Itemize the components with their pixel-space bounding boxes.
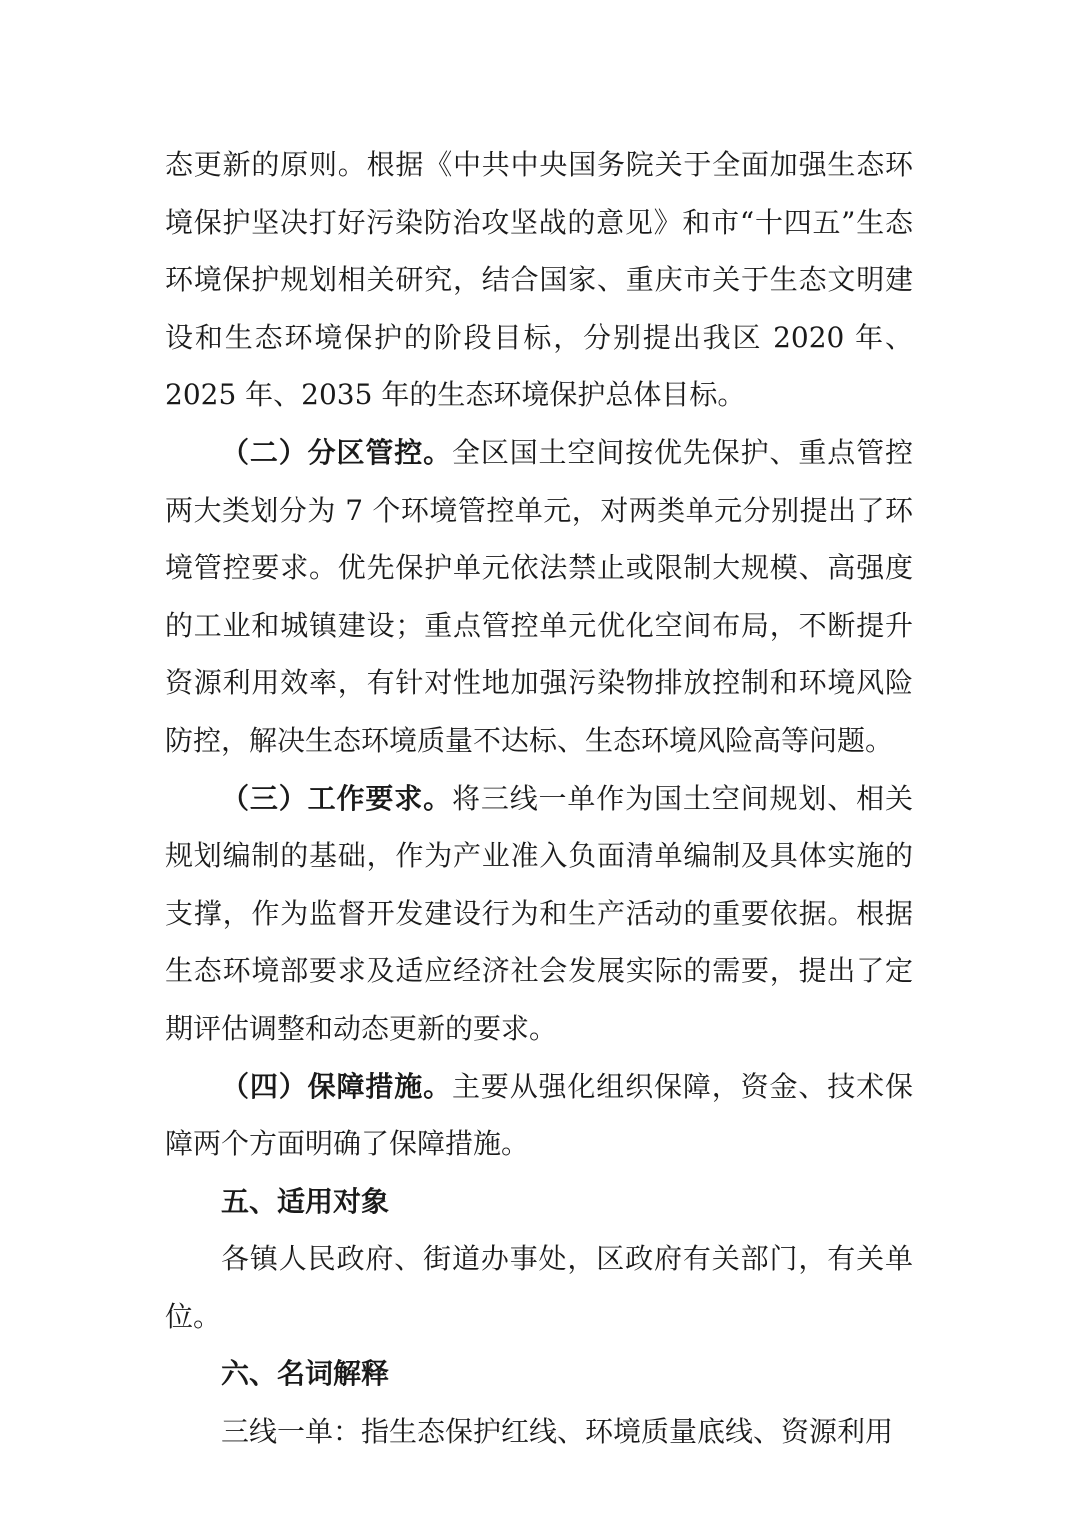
paragraph-term-definitions: 三线一单：指生态保护红线、环境质量底线、资源利用 (221, 1415, 894, 1449)
heading-applicable-objects: 五、适用对象 (221, 1184, 390, 1218)
document-body (165, 136, 913, 1461)
work-requirements-lead: （三）工作要求。 (221, 781, 452, 815)
heading-term-definitions: 六、名词解释 (221, 1357, 390, 1391)
paragraph-applicable-objects: 各镇人民政府、街道办事处，区政府有关部门，有关单位。 (165, 1242, 913, 1333)
safeguard-measures-text: 主要从强化组织保障，资金、技术保障两个方面明确了保障措施。 (165, 1069, 913, 1161)
zoning-control-lead: （二）分区管控。 (221, 435, 452, 469)
paragraph-safeguard-measures (165, 1058, 913, 1173)
paragraph-overall-goals: 态更新的原则。根据《中共中央国务院关于全面加强生态环境保护坚决打好污染防治攻坚战的意见》和市“十四五”生态环境保护规划相关研究，结合国家、重庆市关于生态文明建设和生态环境保护的阶段目标，分别提出我区 2020 年、2025 年、2035 年的生态环境保护总体目标。 (165, 148, 913, 412)
paragraph-work-requirements (165, 770, 913, 1058)
safeguard-measures-lead: （四）保障措施。 (221, 1069, 452, 1103)
paragraph-zoning-control (165, 424, 913, 770)
work-requirements-text: 将三线一单作为国土空间规划、相关规划编制的基础，作为产业准入负面清单编制及具体实施的支撑，作为监督开发建设行为和生产活动的重要依据。根据生态环境部要求及适应经济社会发展实际的需要，提出了定期评估调整和动态更新的要求。 (165, 781, 913, 1045)
zoning-control-text: 全区国土空间按优先保护、重点管控两大类划分为 7 个环境管控单元，对两类单元分别提出了环境管控要求。优先保护单元依法禁止或限制大规模、高强度的工业和城镇建设；重点管控单元优化空间布局，不断提升资源利用效率，有针对性地加强污染物排放控制和环境风险防控，解决生态环境质量不达标、生态环境风险高等问题。 (165, 435, 913, 757)
